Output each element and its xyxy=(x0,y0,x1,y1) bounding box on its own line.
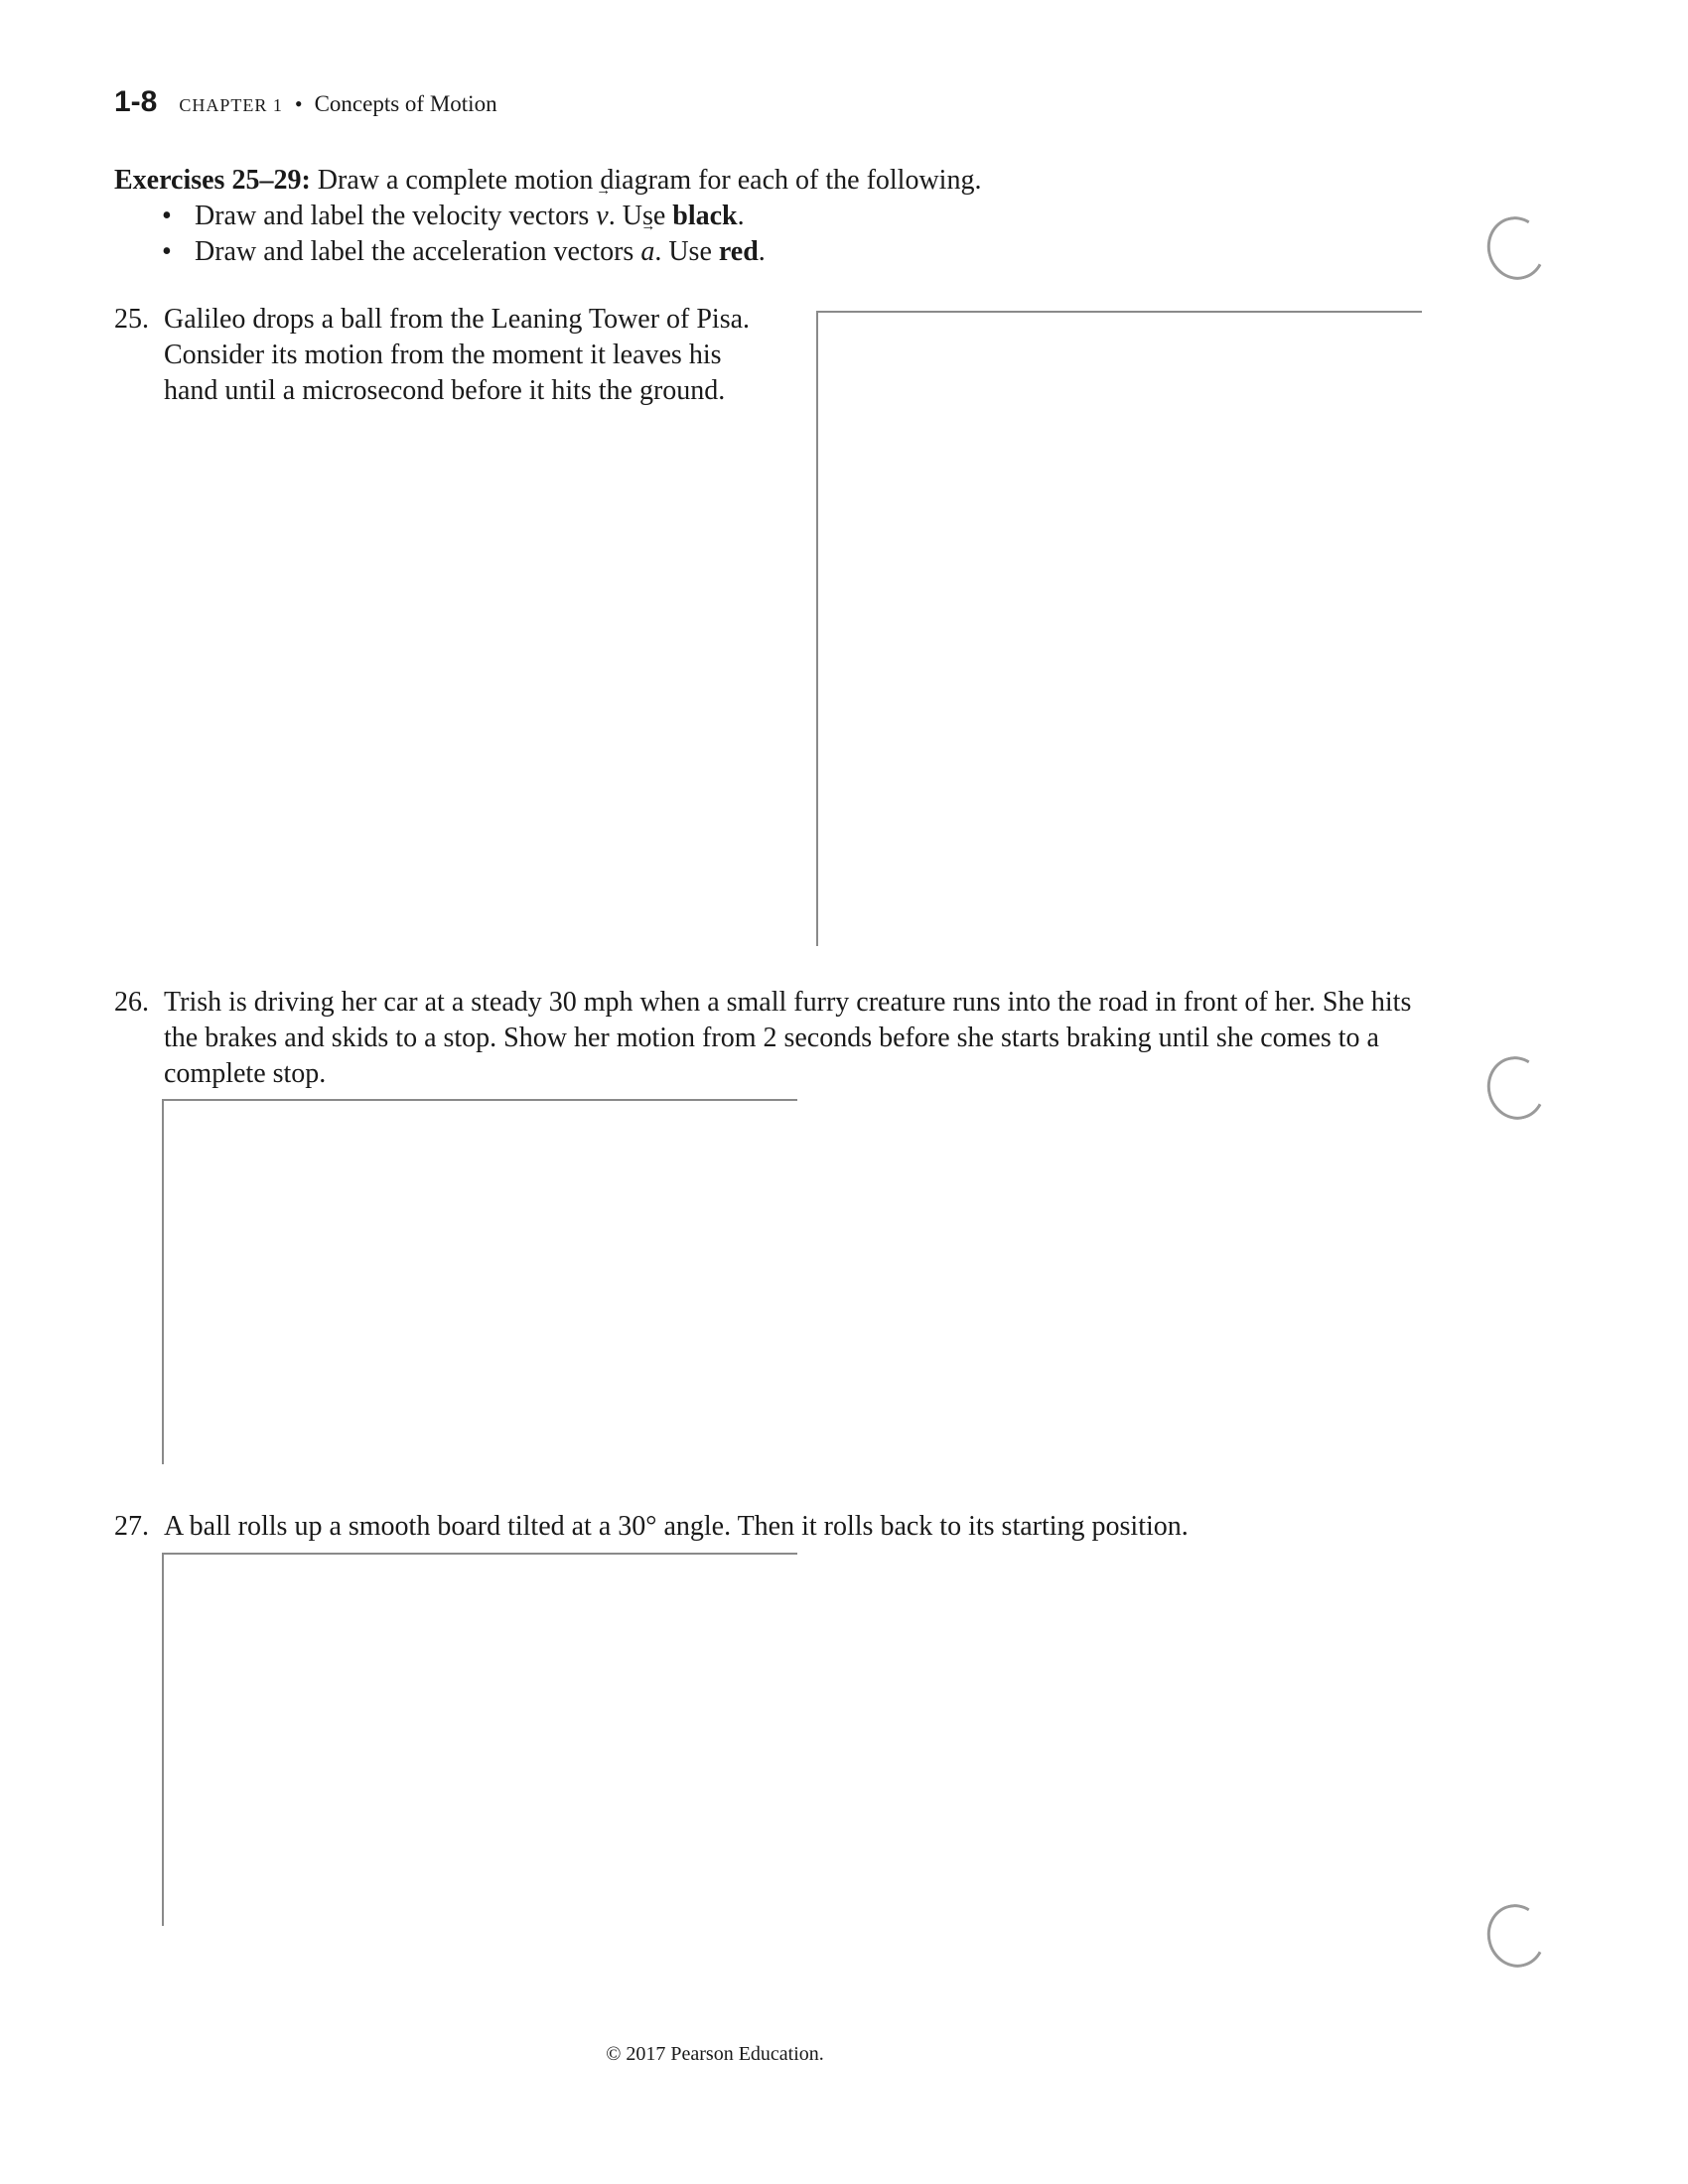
exercise-number: 25. xyxy=(114,304,149,335)
acceleration-vector-symbol: → a xyxy=(640,234,654,270)
page-number: 1-8 xyxy=(114,85,158,118)
exercise-25 xyxy=(114,302,770,409)
answer-box-27[interactable] xyxy=(162,1553,797,1926)
binder-hole-icon xyxy=(1480,210,1553,287)
velocity-color-word: black xyxy=(672,201,738,231)
exercise-instructions xyxy=(114,163,981,270)
velocity-vector-symbol: → v xyxy=(596,199,608,234)
exercise-number: 26. xyxy=(114,987,149,1018)
chapter-label: CHAPTER 1 xyxy=(179,95,283,115)
exercise-prompt: A ball rolls up a smooth board tilted at a 30° angle. Then it rolls back to its starting position. xyxy=(164,1511,1189,1542)
exercise-prompt: Trish is driving her car at a steady 30 mph when a small furry creature runs into the road in front of her. She hits the brakes and skids to a stop. Show her motion from 2 seconds before she starts braking until she comes to a complete stop. xyxy=(164,987,1412,1089)
header-separator: • xyxy=(294,91,303,116)
instruction-bullets xyxy=(114,199,981,270)
bullet-icon: • xyxy=(162,236,172,267)
answer-box-26[interactable] xyxy=(162,1099,797,1464)
copyright-notice: © 2017 Pearson Education. xyxy=(606,2043,824,2065)
acceleration-color-word: red xyxy=(718,236,759,267)
exercises-range-label: Exercises 25–29: xyxy=(114,165,311,196)
page-header xyxy=(114,85,497,119)
bullet-icon: • xyxy=(162,201,172,231)
instruction-bullet-velocity: • Draw and label the velocity vectors → v. Use black. xyxy=(114,199,981,234)
instructions-heading-text: Draw a complete motion diagram for each of the following. xyxy=(310,165,982,196)
answer-box-25[interactable] xyxy=(816,311,1422,946)
binder-hole-icon xyxy=(1480,1050,1553,1127)
exercise-prompt: Galileo drops a ball from the Leaning Tower of Pisa. Consider its motion from the moment it leaves his hand until a microsecond before it hits the ground. xyxy=(164,304,751,406)
instruction-bullet-acceleration: • Draw and label the acceleration vectors → a. Use red. xyxy=(114,234,981,270)
exercise-27 xyxy=(114,1509,1445,1545)
exercise-number: 27. xyxy=(114,1511,149,1542)
binder-hole-icon xyxy=(1480,1898,1553,1975)
chapter-title: Concepts of Motion xyxy=(314,91,497,116)
instructions-heading xyxy=(114,163,981,199)
exercise-26 xyxy=(114,985,1445,1092)
